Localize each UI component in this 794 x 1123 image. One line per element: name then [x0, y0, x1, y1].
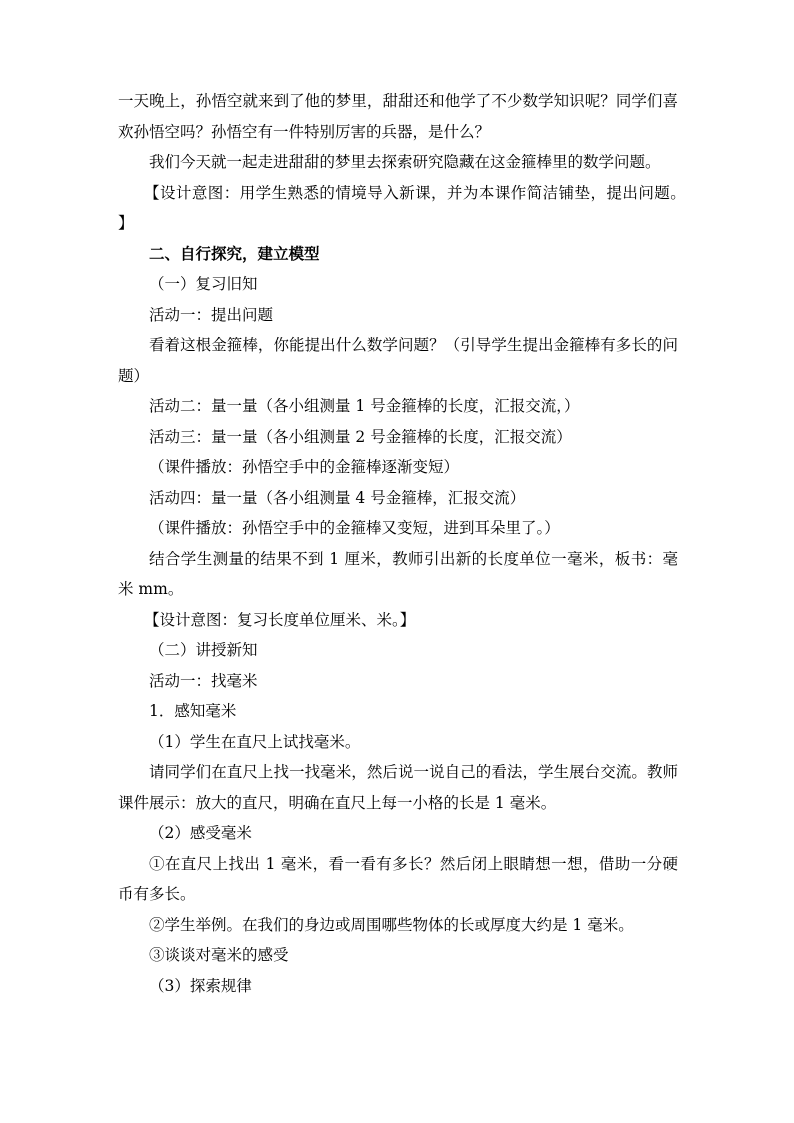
subsection-heading: （一）复习旧知: [149, 275, 258, 293]
activity-title: 活动四：量一量（各小组测量 4 号金箍棒，汇报交流）: [149, 488, 526, 507]
paragraph-intro-explore: 我们今天就一起走进甜甜的梦里去探索研究隐藏在这金箍棒里的数学问题。: [149, 153, 661, 171]
activity-body: 看着这根金箍棒，你能提出什么数学问题？（引导学生提出金箍棒有多长的问题）: [118, 336, 678, 385]
substep-heading: （2）感受毫米: [149, 824, 252, 842]
step-heading: 1．感知毫米: [149, 702, 237, 720]
list-item: ①在直尺上找出 1 毫米，看一看有多长？然后闭上眼睛想一想，借助一分硬币有多长。: [118, 854, 678, 903]
courseware-note: （课件播放：孙悟空手中的金箍棒又变短，进到耳朵里了。）: [149, 519, 560, 537]
paragraph-intro-continued: 一天晚上，孙悟空就来到了他的梦里，甜甜还和他学了不少数学知识呢？同学们喜欢孙悟空吗？孙悟空有一件特别厉害的兵器，是什么？: [118, 92, 678, 141]
substep-body: 请同学们在直尺上找一找毫米，然后说一说自己的看法，学生展台交流。教师课件展示：放大的直尺，明确在直尺上每一小格的长是 1 毫米。: [118, 763, 678, 812]
document-page: [118, 86, 694, 1001]
substep-heading: （3）探索规律: [149, 976, 252, 995]
activity-title: 活动一：找毫米: [149, 671, 258, 690]
design-intent-note: 【设计意图：用学生熟悉的情境导入新课，并为本课作简洁铺垫，提出问题。 】: [118, 183, 694, 232]
list-item: ③谈谈对毫米的感受: [149, 946, 289, 964]
design-intent-note: 【设计意图：复习长度单位厘米、米。】: [144, 610, 416, 629]
courseware-note: （课件播放：孙悟空手中的金箍棒逐渐变短）: [149, 458, 460, 476]
substep-heading: （1）学生在直尺上试找毫米。: [149, 732, 361, 751]
section-heading: 二、自行探究，建立模型: [149, 243, 320, 263]
paragraph-mm-intro: 结合学生测量的结果不到 1 厘米，教师引出新的长度单位一毫米，板书：毫米 mm。: [118, 549, 678, 598]
list-item: ②学生举例。在我们的身边或周围哪些物体的长或厚度大约是 1 毫米。: [149, 915, 634, 934]
activity-title: 活动二：量一量（各小组测量 1 号金箍棒的长度，汇报交流，）: [149, 397, 580, 415]
subsection-heading: （二）讲授新知: [149, 641, 258, 659]
activity-title: 活动三：量一量（各小组测量 2 号金箍棒的长度，汇报交流）: [149, 427, 572, 446]
activity-title: 活动一：提出问题: [149, 305, 274, 324]
